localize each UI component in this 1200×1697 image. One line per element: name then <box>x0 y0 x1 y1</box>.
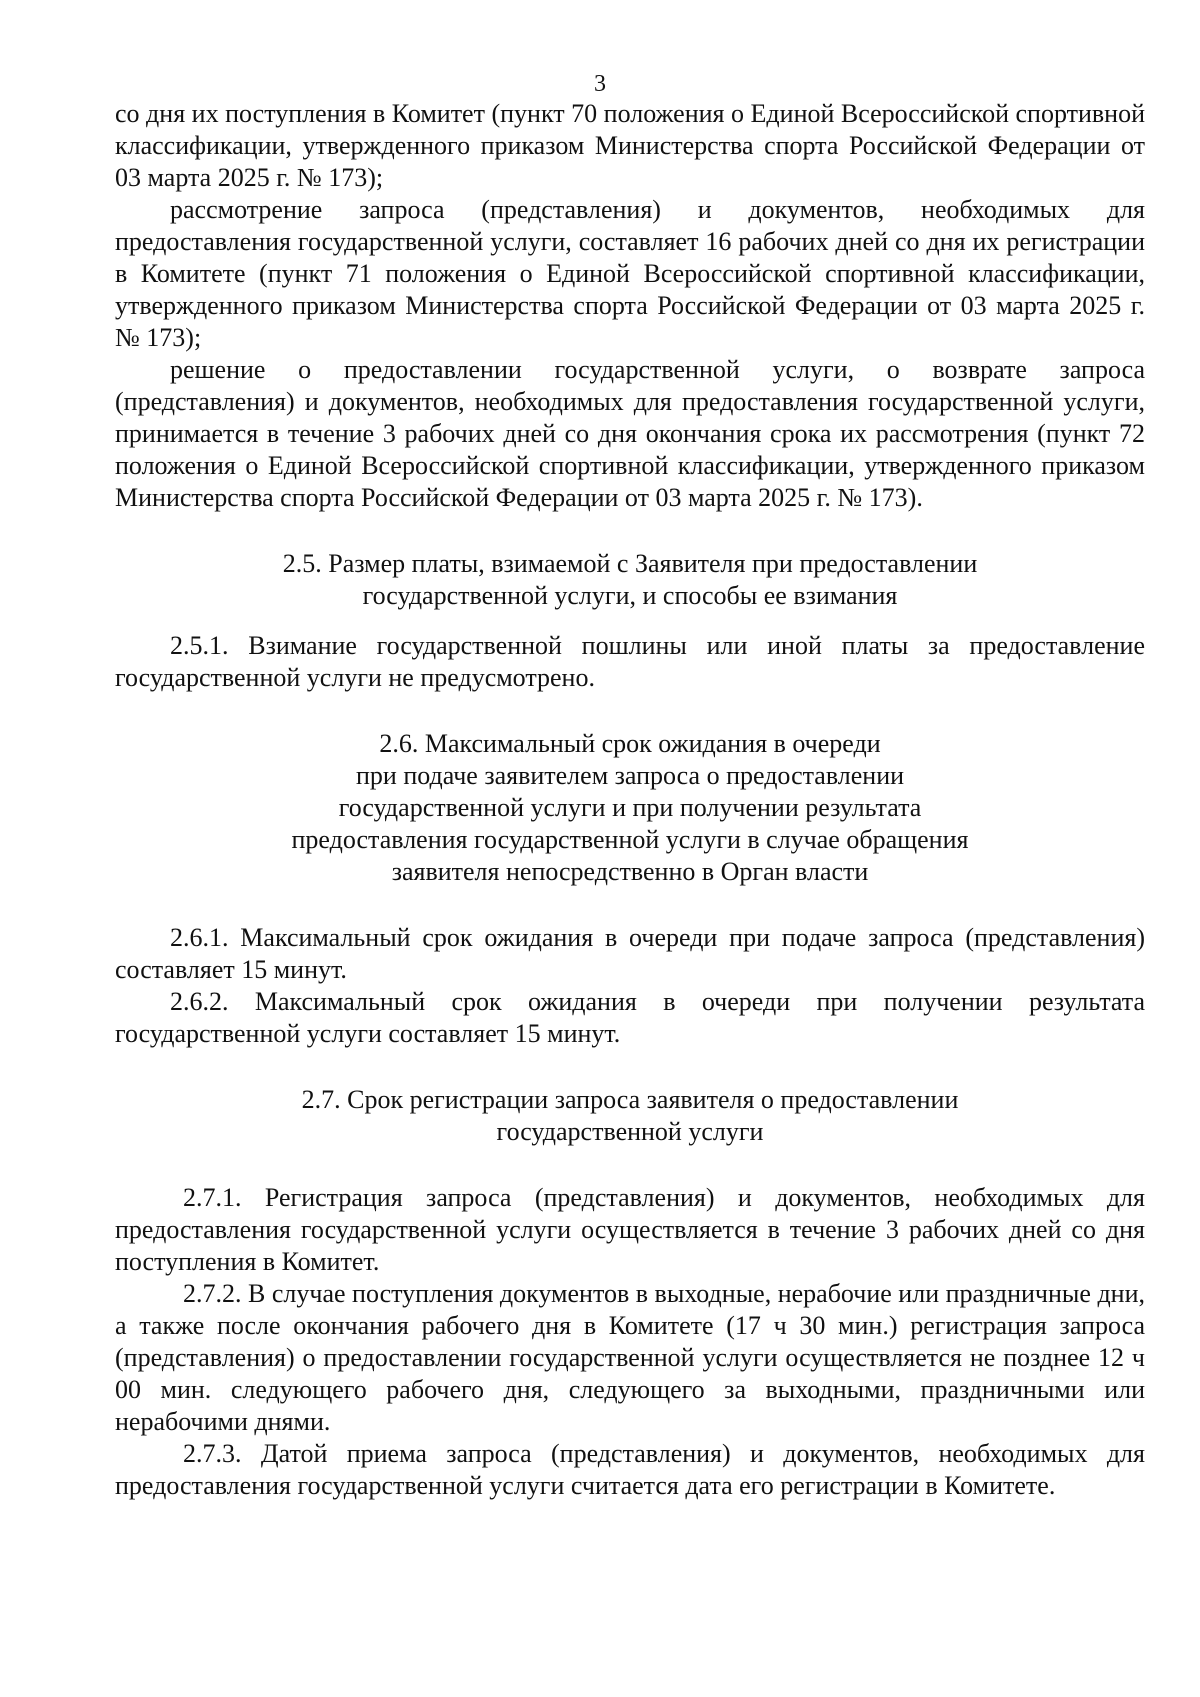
paragraph-deadline-decision: решение о предоставлении государственной услуги, о возврате запроса (представления) и документов, необходимых для предоставления государственной услуги, принимается в течение 3 рабочих дней со дня окончания срока их рассмотрения (пункт 72 положения о Единой Всероссийской спортивной классификации, утвержденного приказом Министерства спорта Российской Федерации от 03 марта 2025 г. № 173). <box>115 355 1145 512</box>
section-heading-2-5: 2.5. Размер платы, взимаемой с Заявителя при предоставлении государственной услуги, и способы ее взимания <box>282 549 978 610</box>
spacer <box>115 1050 1145 1084</box>
paragraph-2-5-1: 2.5.1. Взимание государственной пошлины или иной платы за предоставление государственной услуги не предусмотрено. <box>115 631 1145 692</box>
paragraph-2-6-2: 2.6.2. Максимальный срок ожидания в очереди при получении результата государственной услуги составляет 15 минут. <box>115 987 1145 1048</box>
paragraph-deadline-review: рассмотрение запроса (представления) и документов, необходимых для предоставления государственной услуги, составляет 16 рабочих дней со дня их регистрации в Комитете (пункт 71 положения о Единой Всероссийской спортивной классификации, утвержденного приказом Министерства спорта Российской Федерации от 03 марта 2025 г. № 173); <box>115 195 1145 352</box>
page-number: 3 <box>594 71 606 97</box>
paragraph-2-7-2: 2.7.2. В случае поступления документов в выходные, нерабочие или праздничные дни, а также после окончания рабочего дня в Комитете (17 ч 30 мин.) регистрация запроса (представления) о предоставлении государственной услуги осуществляется не позднее 12 ч 00 мин. следующего рабочего дня, следующего за выходными, праздничными или нерабочими днями. <box>115 1279 1145 1436</box>
document-body <box>115 98 1145 1502</box>
spacer <box>115 612 1145 630</box>
spacer <box>115 514 1145 548</box>
section-heading-2-7: 2.7. Срок регистрации запроса заявителя о предоставлении государственной услуги <box>301 1085 959 1146</box>
spacer <box>115 888 1145 922</box>
paragraph-2-7-3: 2.7.3. Датой приема запроса (представления) и документов, необходимых для предоставления государственной услуги считается дата его регистрации в Комитете. <box>115 1439 1145 1500</box>
section-heading-2-6: 2.6. Максимальный срок ожидания в очереди при подаче заявителем запроса о предоставлении государственной услуги и при получении результата предоставления государственной услуги в случае обращения заявителя непосредственно в Орган власти <box>291 729 969 886</box>
spacer <box>115 694 1145 728</box>
paragraph-2-7-1: 2.7.1. Регистрация запроса (представления) и документов, необходимых для предоставления государственной услуги осуществляется в течение 3 рабочих дней со дня поступления в Комитет. <box>115 1183 1145 1276</box>
spacer <box>115 1148 1145 1182</box>
paragraph-2-6-1: 2.6.1. Максимальный срок ожидания в очереди при подаче запроса (представления) составляет 15 минут. <box>115 923 1145 984</box>
paragraph-deadline-receipt: со дня их поступления в Комитет (пункт 70 положения о Единой Всероссийской спортивной классификации, утвержденного приказом Министерства спорта Российской Федерации от 03 марта 2025 г. № 173); <box>115 99 1145 192</box>
